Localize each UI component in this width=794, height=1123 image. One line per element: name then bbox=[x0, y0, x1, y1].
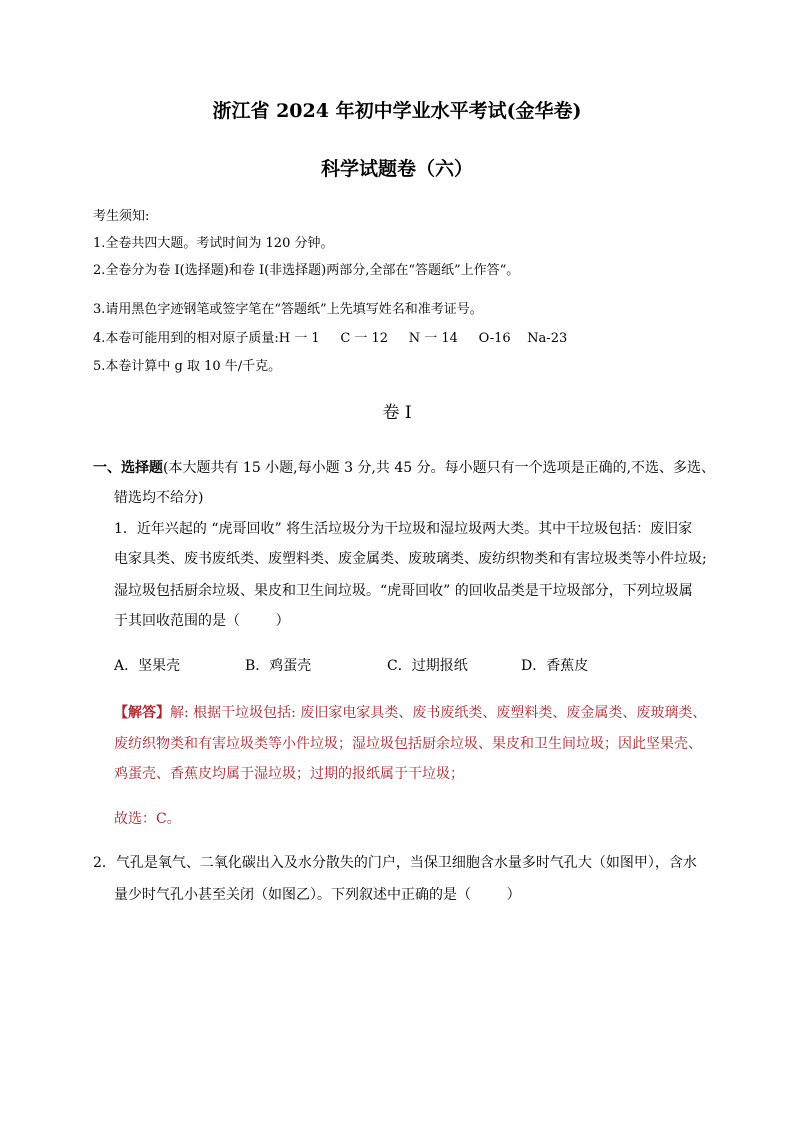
q2-line-2: 量少时气孔小甚至关闭（如图乙）。下列叙述中正确的是（ ） bbox=[114, 887, 521, 903]
q1-choice-b: B．鸡蛋壳 bbox=[245, 658, 312, 674]
notice-item-3: 3.请用黑色字迹钢笔或签字笔在“答题纸”上先填写姓名和准考证号。 bbox=[93, 302, 483, 317]
notice-heading: 考生须知: bbox=[93, 209, 150, 224]
notice-item-1: 1.全卷共四大题。考试时间为 120 分钟。 bbox=[93, 236, 334, 251]
part1-heading-bold: 一、选择题 bbox=[93, 460, 163, 476]
q1-line-1: 1．近年兴起的 “虎哥回收” 将生活垃圾分为干垃圾和湿垃圾两大类。其中干垃圾包括：废旧家 bbox=[114, 521, 693, 537]
q1-choice-c: C．过期报纸 bbox=[387, 658, 468, 674]
q1-line-4: 于其回收范围的是（ ） bbox=[114, 613, 290, 629]
paper-subtitle: 科学试题卷（六） bbox=[320, 158, 473, 180]
q1-choice-a: A．坚果壳 bbox=[114, 658, 181, 674]
part1-heading bbox=[93, 457, 715, 477]
q2-line-1: 2．气孔是氧气、二氧化碳出入及水分散失的门户，当保卫细胞含水量多时气孔大（如图甲），含水 bbox=[93, 855, 697, 871]
q1-answer-line-2: 废纺织物类和有害垃圾类等小件垃圾；湿垃圾包括厨余垃圾、果皮和卫生间垃圾；因此坚果壳、 bbox=[114, 736, 702, 752]
notice-item-2: 2.全卷分为卷 I(选择题)和卷 I(非选择题)两部分,全部在“答题纸”上作答“。 bbox=[93, 263, 520, 278]
part1-heading-text: (本大题共有 15 小题,每小题 3 分,共 45 分。每小题只有一个选项是正确的,不选、多选、 bbox=[163, 460, 716, 476]
q1-line-3: 湿垃圾包括厨余垃圾、果皮和卫生间垃圾。“虎哥回收” 的回收品类是干垃圾部分，下列垃圾属 bbox=[114, 583, 693, 599]
answer-tag: 【解答】 bbox=[114, 705, 170, 721]
section-heading: 卷 I bbox=[382, 403, 412, 423]
notice-item-4: 4.本卷可能用到的相对原子质量:H 一 1 C 一 12 N 一 14 O-16 Na-23 bbox=[93, 331, 568, 346]
q1-answer-line-3: 鸡蛋壳、香蕉皮均属于湿垃圾；过期的报纸属于干垃圾； bbox=[114, 766, 464, 782]
q1-conclusion: 故选：C。 bbox=[114, 811, 181, 827]
q1-choice-d: D．香蕉皮 bbox=[521, 658, 589, 674]
q1-answer-line-1 bbox=[114, 702, 706, 722]
part1-heading-cont: 错选均不给分) bbox=[114, 490, 204, 506]
q1-line-2: 电家具类、废书废纸类、废塑料类、废金属类、废玻璃类、废纺织物类和有害垃圾类等小件垃圾; bbox=[114, 551, 707, 567]
q1-answer-text-1: 解: 根据干垃圾包括: 废旧家电家具类、废书废纸类、废塑料类、废金属类、废玻璃类、 bbox=[170, 705, 707, 721]
exam-title: 浙江省 2024 年初中学业水平考试(金华卷) bbox=[212, 100, 582, 122]
notice-item-5: 5.本卷计算中 g 取 10 牛/千克。 bbox=[93, 359, 282, 374]
